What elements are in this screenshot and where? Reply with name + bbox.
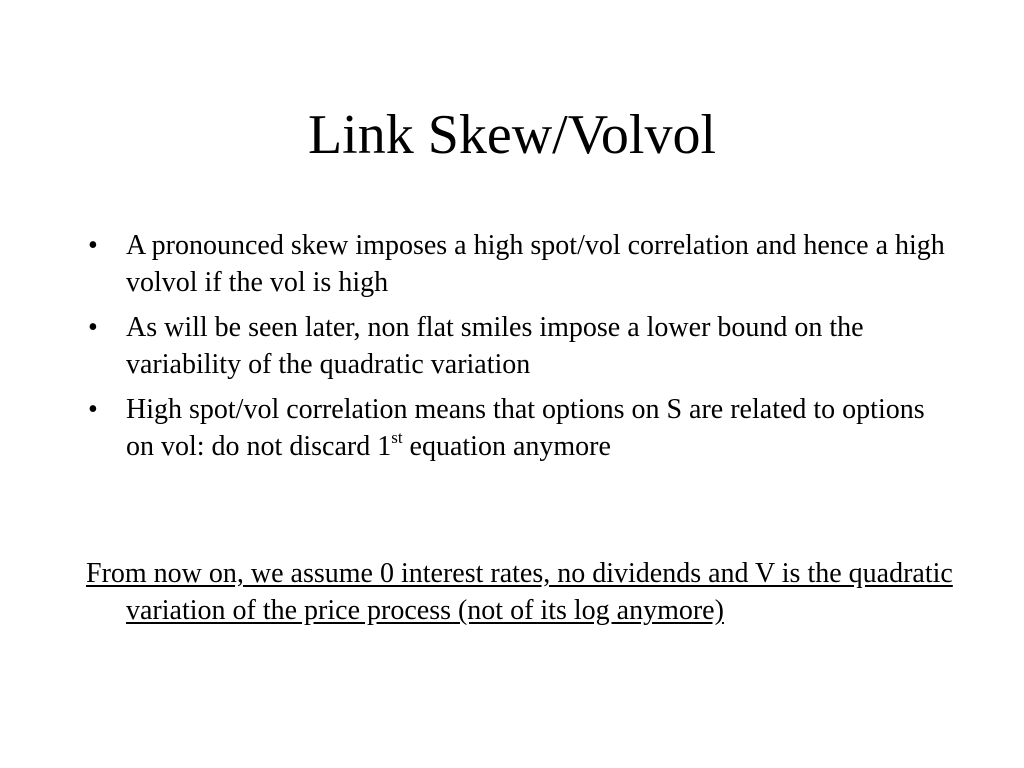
bullet-item	[86, 309, 946, 383]
bullet-text: A pronounced skew imposes a high spot/vol correlation and hence a high volvol if the vol is high	[126, 230, 945, 298]
bullet-text-before: High spot/vol correlation means that options on S are related to options on vol: do not discard 1	[126, 394, 925, 462]
bullet-marker: •	[88, 394, 98, 425]
bullet-text: As will be seen later, non flat smiles impose a lower bound on the variability of the quadratic variation	[126, 312, 864, 380]
bullet-marker: •	[88, 312, 98, 343]
ordinal-superscript: st	[391, 427, 403, 447]
bullet-marker: •	[88, 230, 98, 261]
slide-title: Link Skew/Volvol	[307, 104, 717, 166]
bullet-text	[126, 394, 925, 462]
bullet-list	[86, 227, 946, 473]
bullet-text-after: equation anymore	[402, 431, 611, 462]
bullet-item	[86, 227, 946, 301]
bullet-item	[86, 391, 946, 465]
assumption-note: From now on, we assume 0 interest rates, no dividends and V is the quadratic variation of the price process (not of its log anymore)	[86, 558, 953, 626]
